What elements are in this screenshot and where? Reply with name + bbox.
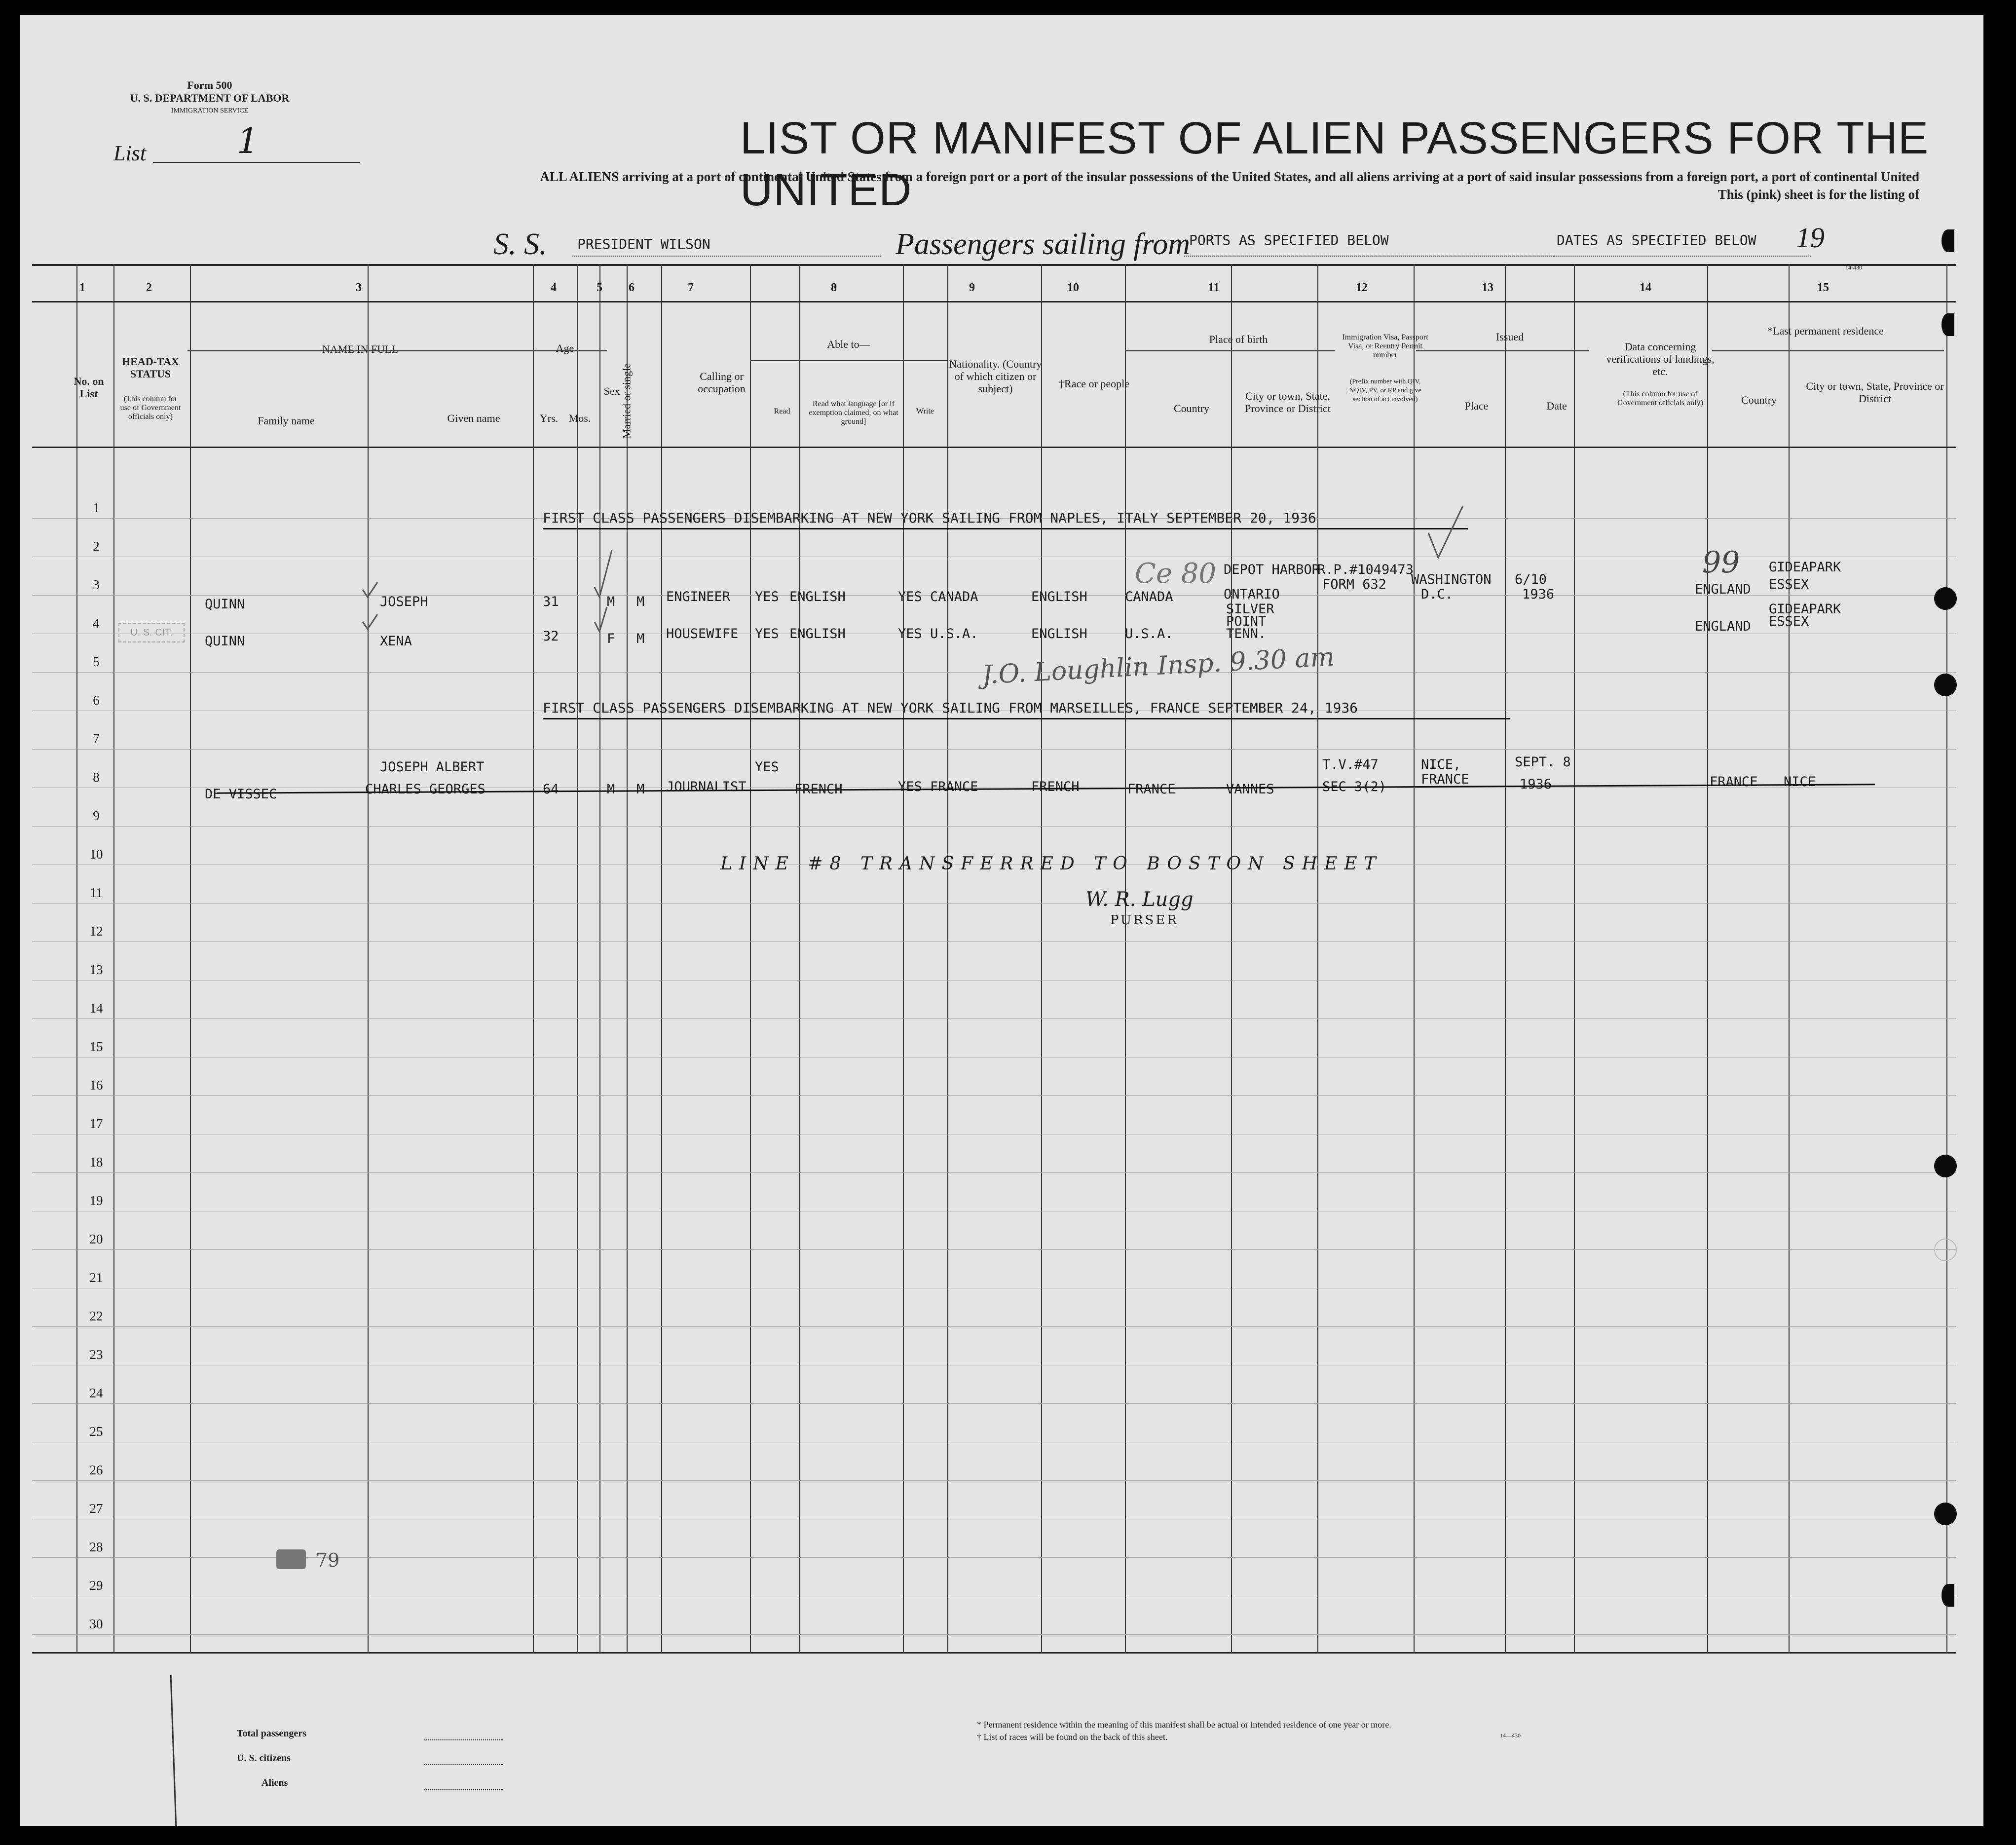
row-number: 6 bbox=[93, 693, 100, 708]
footer-citizens-label: U. S. citizens bbox=[237, 1753, 291, 1764]
footer-margin-mark bbox=[170, 1675, 177, 1826]
head-tax-stamp: U. S. CIT. bbox=[118, 623, 185, 642]
row-number: 24 bbox=[89, 1386, 103, 1400]
row-number: 18 bbox=[89, 1155, 103, 1169]
language: ENGLISH bbox=[789, 626, 846, 641]
dates-line bbox=[1554, 256, 1811, 257]
row-number: 12 bbox=[89, 924, 103, 939]
row-number: 26 bbox=[89, 1463, 103, 1477]
sailing-label: Passengers sailing from bbox=[896, 227, 1191, 261]
hdr-issued-place: Place bbox=[1464, 400, 1489, 412]
occupation: HOUSEWIFE bbox=[666, 626, 739, 641]
res-city: NICE bbox=[1784, 774, 1816, 790]
hdr-mos: Mos. bbox=[568, 412, 591, 424]
family-name: QUINN bbox=[205, 597, 245, 612]
row-rule bbox=[32, 1018, 1956, 1019]
sailing-line bbox=[1184, 256, 1554, 257]
colnum-15: 15 bbox=[1817, 281, 1829, 294]
row-number: 23 bbox=[89, 1347, 103, 1362]
grid-bottom-rule bbox=[32, 1652, 1956, 1654]
row-number: 20 bbox=[89, 1232, 103, 1246]
row-rule bbox=[32, 1095, 1956, 1096]
manifest-subtitle bbox=[385, 168, 1919, 203]
issued-place-2: D.C. bbox=[1421, 587, 1454, 602]
res-country: ENGLAND bbox=[1695, 582, 1751, 597]
banner-marseilles: FIRST CLASS PASSENGERS DISEMBARKING AT NEW YORK SAILING FROM MARSEILLES, FRANCE SEPTEMBER 24, 1936 bbox=[543, 700, 1358, 716]
age: 31 bbox=[543, 594, 559, 609]
row-number: 17 bbox=[89, 1116, 103, 1131]
row-number: 16 bbox=[89, 1078, 103, 1092]
hdr-read: Read bbox=[774, 407, 790, 415]
residence-subrule bbox=[1712, 350, 1944, 351]
mark-99: 99 bbox=[1702, 545, 1740, 580]
res-city-2: ESSEX bbox=[1769, 614, 1809, 629]
issued-date-1: SEPT. 8 bbox=[1515, 754, 1571, 770]
res-country: ENGLAND bbox=[1695, 619, 1751, 634]
form-header bbox=[104, 79, 316, 117]
list-label: List bbox=[113, 141, 147, 165]
race: FRENCH bbox=[1031, 779, 1080, 794]
write: YES bbox=[898, 779, 922, 794]
nationality: FRANCE bbox=[930, 779, 978, 794]
binder-hole bbox=[1941, 1584, 1954, 1607]
hdr-age: Age bbox=[556, 342, 574, 354]
colnum-6: 6 bbox=[629, 281, 635, 294]
row-number: 2 bbox=[93, 539, 100, 554]
issued-place-1: NICE, bbox=[1421, 757, 1461, 772]
hdr-visa: Immigration Visa, Passport Visa, or Reentry Permit number bbox=[1342, 333, 1428, 359]
hdr-nationality: Nationality. (Country of which citizen or subject) bbox=[949, 358, 1042, 395]
given-name-2: CHARLES GEORGES bbox=[365, 782, 485, 797]
mark-ce80: Ce 80 bbox=[1135, 558, 1217, 590]
hdr-issued-date: Date bbox=[1546, 400, 1567, 412]
list-line bbox=[153, 162, 360, 163]
read: YES bbox=[755, 759, 779, 775]
colnum-14: 14 bbox=[1640, 281, 1651, 294]
grid-top-rule bbox=[32, 264, 1956, 266]
nationality: U.S.A. bbox=[930, 626, 978, 641]
read: YES bbox=[755, 589, 779, 604]
age: 64 bbox=[543, 782, 559, 797]
birth-country: U.S.A. bbox=[1125, 626, 1173, 641]
colnum-10: 10 bbox=[1067, 281, 1079, 294]
column-divider bbox=[750, 264, 751, 1653]
hdr-able-to: Able to— bbox=[827, 338, 870, 350]
colnum-1: 1 bbox=[79, 281, 85, 294]
row-number: 29 bbox=[89, 1578, 103, 1593]
subtitle-line-2: This (pink) sheet is for the listing of bbox=[1717, 187, 1919, 202]
banner-naples-underline bbox=[543, 528, 1468, 529]
column-divider bbox=[661, 264, 662, 1653]
row-rule bbox=[32, 1249, 1956, 1250]
able-subrule bbox=[750, 360, 947, 361]
race: ENGLISH bbox=[1031, 626, 1087, 641]
row-rule bbox=[32, 1634, 1956, 1635]
binder-hole-faint bbox=[1934, 1239, 1957, 1261]
check-marks-given bbox=[360, 580, 380, 639]
hdr-verifications: Data concerning verifications of landings, etc. bbox=[1606, 340, 1715, 377]
res-city-1: GIDEAPARK bbox=[1769, 560, 1841, 575]
birth-country: CANADA bbox=[1125, 589, 1173, 604]
stamp-79: 79 bbox=[316, 1549, 340, 1571]
column-divider bbox=[190, 264, 191, 1653]
hdr-res-country: Country bbox=[1741, 394, 1777, 406]
column-divider bbox=[599, 264, 600, 1653]
occupation: ENGINEER bbox=[666, 589, 731, 604]
ss-label: S. S. bbox=[493, 227, 547, 261]
footer-aliens-line bbox=[424, 1789, 503, 1790]
hdr-no-on-list: No. on List bbox=[74, 375, 104, 400]
hdr-head-tax-note: (This column for use of Government officials only) bbox=[120, 395, 181, 421]
colnum-12: 12 bbox=[1356, 281, 1368, 294]
row-number: 28 bbox=[89, 1540, 103, 1554]
row-number: 10 bbox=[89, 847, 103, 862]
column-divider bbox=[1125, 264, 1126, 1653]
row-rule bbox=[32, 1172, 1956, 1173]
colnum-13: 13 bbox=[1482, 281, 1493, 294]
purser-title: PURSER bbox=[1110, 913, 1179, 928]
birth-city-2: POINT bbox=[1226, 614, 1267, 629]
footer-code: 14—430 bbox=[1500, 1732, 1521, 1739]
visa-form: FORM 632 bbox=[1322, 577, 1387, 592]
visa-section: SEC 3(2) bbox=[1322, 779, 1387, 794]
married: M bbox=[636, 631, 645, 646]
column-divider bbox=[113, 264, 114, 1653]
column-number-rule bbox=[32, 301, 1956, 302]
row-number: 27 bbox=[89, 1501, 103, 1516]
colnum-9: 9 bbox=[969, 281, 975, 294]
res-city-1: GIDEAPARK bbox=[1769, 602, 1841, 617]
birth-city: VANNES bbox=[1226, 782, 1274, 797]
binder-hole bbox=[1934, 1503, 1957, 1525]
column-divider bbox=[577, 264, 578, 1653]
hdr-issued: Issued bbox=[1495, 331, 1524, 343]
row-number: 19 bbox=[89, 1193, 103, 1208]
column-divider bbox=[1505, 264, 1506, 1653]
colnum-4: 4 bbox=[551, 281, 557, 294]
column-divider bbox=[947, 264, 948, 1653]
row-rule bbox=[32, 595, 1956, 596]
row-number: 3 bbox=[93, 577, 100, 592]
sex: M bbox=[607, 782, 615, 797]
issued-place-1: WASHINGTON bbox=[1411, 572, 1492, 587]
colnum-11: 11 bbox=[1208, 281, 1220, 294]
column-divider bbox=[1707, 264, 1708, 1653]
binder-hole bbox=[1934, 587, 1957, 610]
hdr-visa-note: (Prefix number with QIV, NQIV, PV, or RP and give section of act involved) bbox=[1349, 378, 1421, 403]
birth-subrule bbox=[1125, 350, 1335, 351]
column-divider bbox=[1041, 264, 1042, 1653]
corner-code: 14-430 bbox=[1845, 264, 1862, 271]
column-divider bbox=[1946, 264, 1947, 1653]
banner-naples: FIRST CLASS PASSENGERS DISEMBARKING AT NEW YORK SAILING FROM NAPLES, ITALY SEPTEMBER 20, 1936 bbox=[543, 510, 1316, 526]
row-rule bbox=[32, 941, 1956, 942]
binder-hole bbox=[1941, 229, 1954, 252]
header-bottom-rule bbox=[32, 447, 1956, 448]
department: U. S. DEPARTMENT OF LABOR bbox=[130, 92, 290, 104]
column-divider bbox=[1231, 264, 1232, 1653]
service: IMMIGRATION SERVICE bbox=[171, 107, 249, 114]
row-rule bbox=[32, 903, 1956, 904]
hdr-place-of-birth: Place of birth bbox=[1209, 333, 1268, 345]
hdr-birth-country: Country bbox=[1173, 402, 1210, 414]
subtitle-line-1: ALL ALIENS arriving at a port of continental United States from a foreign port or a port of the insular possessions of the United States, and all aliens arriving at a port of said insular possessions from a foreign port, a port of continental United bbox=[540, 169, 1919, 184]
hdr-family-name: Family name bbox=[258, 414, 315, 427]
row-rule bbox=[32, 826, 1956, 827]
row-number: 11 bbox=[90, 885, 103, 900]
row-number: 14 bbox=[89, 1001, 103, 1016]
married: M bbox=[636, 782, 645, 797]
manifest-title: LIST OR MANIFEST OF ALIEN PASSENGERS FOR THE UNITED bbox=[740, 113, 1929, 215]
hdr-race: †Race or people bbox=[1059, 377, 1129, 390]
colnum-5: 5 bbox=[597, 281, 602, 294]
purser-signature: W. R. Lugg bbox=[1085, 888, 1194, 911]
row-rule bbox=[32, 1480, 1956, 1481]
footer-note-residence: * Permanent residence within the meaning of this manifest shall be actual or intended residence of one year or more. bbox=[977, 1720, 1391, 1730]
row-number: 5 bbox=[93, 654, 100, 669]
column-divider bbox=[1574, 264, 1575, 1653]
hdr-yrs: Yrs. bbox=[539, 412, 559, 424]
given-name: JOSEPH bbox=[380, 594, 428, 609]
manifest-sheet bbox=[20, 15, 1983, 1826]
ship-line bbox=[572, 256, 881, 257]
hdr-res-city: City or town, State, Province or District bbox=[1806, 380, 1944, 405]
res-city-2: ESSEX bbox=[1769, 577, 1809, 592]
row-number: 15 bbox=[89, 1039, 103, 1054]
footer-note-races: † List of races will be found on the back of this sheet. bbox=[977, 1732, 1168, 1742]
language: ENGLISH bbox=[789, 589, 846, 604]
footer-total-label: Total passengers bbox=[237, 1728, 306, 1739]
list-value: 1 bbox=[237, 121, 259, 161]
visa-number: R.P.#1049473 bbox=[1317, 562, 1414, 577]
issued-date-2: 1936 bbox=[1522, 587, 1555, 602]
issued-date-1: 6/10 bbox=[1515, 572, 1547, 587]
row-number: 13 bbox=[89, 962, 103, 977]
birth-city-3: TENN. bbox=[1226, 626, 1267, 641]
column-divider bbox=[627, 264, 628, 1653]
hdr-verifications-note: (This column for use of Government officials only) bbox=[1617, 390, 1703, 407]
column-divider bbox=[1317, 264, 1318, 1653]
write: YES bbox=[898, 626, 922, 641]
banner-marseilles-underline bbox=[543, 718, 1510, 719]
occupation: JOURNALIST bbox=[666, 779, 747, 794]
birth-city-1: DEPOT HARBOR bbox=[1224, 562, 1320, 577]
family-name: QUINN bbox=[205, 634, 245, 649]
language: FRENCH bbox=[794, 782, 843, 797]
row-number: 22 bbox=[89, 1309, 103, 1323]
read: YES bbox=[755, 626, 779, 641]
hdr-write: Write bbox=[916, 407, 934, 415]
given-name-1: JOSEPH ALBERT bbox=[380, 759, 485, 775]
column-divider bbox=[903, 264, 904, 1653]
row-number: 9 bbox=[93, 808, 100, 823]
row-number: 30 bbox=[89, 1617, 103, 1631]
hdr-head-tax: HEAD-TAX STATUS bbox=[122, 355, 179, 380]
res-country: FRANCE bbox=[1710, 774, 1758, 790]
hdr-birth-city: City or town, State, Province or District bbox=[1245, 390, 1331, 414]
sailing-dates: DATES AS SPECIFIED BELOW bbox=[1557, 232, 1756, 248]
row-rule bbox=[32, 749, 1956, 750]
hdr-given-name: Given name bbox=[447, 412, 500, 424]
column-divider bbox=[368, 264, 369, 1653]
footer-total-line bbox=[424, 1739, 503, 1740]
colnum-3: 3 bbox=[356, 281, 362, 294]
hdr-sex: Sex bbox=[603, 385, 620, 397]
stamp-smudge bbox=[276, 1549, 306, 1569]
row-number: 8 bbox=[93, 770, 100, 785]
row-number: 7 bbox=[93, 731, 100, 746]
given-name: XENA bbox=[380, 634, 412, 649]
row-number: 4 bbox=[93, 616, 100, 631]
hdr-married: Married or single bbox=[620, 363, 633, 439]
row-number: 25 bbox=[89, 1424, 103, 1439]
sailing-from: PORTS AS SPECIFIED BELOW bbox=[1189, 232, 1389, 248]
age: 32 bbox=[543, 629, 559, 644]
column-divider bbox=[1414, 264, 1415, 1653]
row-rule bbox=[32, 1326, 1956, 1327]
check-mark-visa bbox=[1426, 503, 1465, 567]
colnum-8: 8 bbox=[831, 281, 837, 294]
write: YES bbox=[898, 589, 922, 604]
issued-date-2: 1936 bbox=[1520, 777, 1552, 792]
birth-country: FRANCE bbox=[1127, 782, 1176, 797]
column-divider bbox=[76, 264, 77, 1653]
colnum-7: 7 bbox=[688, 281, 694, 294]
ship-name: PRESIDENT WILSON bbox=[577, 236, 710, 252]
footer-citizens-line bbox=[424, 1764, 503, 1765]
footer-aliens-label: Aliens bbox=[261, 1777, 288, 1788]
check-marks-age bbox=[592, 548, 617, 637]
row-rule bbox=[32, 1403, 1956, 1404]
visa-number: T.V.#47 bbox=[1322, 757, 1379, 772]
binder-hole bbox=[1934, 1155, 1957, 1177]
birth-city-2: ONTARIO bbox=[1224, 587, 1280, 602]
family-name: DE VISSEC bbox=[205, 787, 277, 802]
column-divider bbox=[799, 264, 800, 1653]
column-divider bbox=[533, 264, 534, 1653]
year-prefix: 19 bbox=[1796, 222, 1825, 254]
transfer-note: LINE #8 TRANSFERRED TO BOSTON SHEET bbox=[720, 854, 1383, 874]
hdr-calling: Calling or occupation bbox=[698, 370, 746, 395]
hdr-last-residence: *Last permanent residence bbox=[1767, 325, 1884, 337]
column-divider bbox=[1789, 264, 1790, 1653]
sex: M bbox=[607, 594, 615, 609]
nationality: CANADA bbox=[930, 589, 978, 604]
hdr-read-language: Read what language [or if exemption claimed, on what ground] bbox=[809, 400, 898, 426]
birth-city-1: SILVER bbox=[1226, 602, 1274, 617]
binder-hole bbox=[1941, 313, 1954, 336]
binder-hole bbox=[1934, 674, 1957, 696]
row-number: 1 bbox=[93, 500, 100, 515]
sex: F bbox=[607, 631, 615, 646]
married: M bbox=[636, 594, 645, 609]
inspector-signature: J.O. Loughlin Insp. 9.30 am bbox=[981, 642, 1336, 690]
issued-subrule bbox=[1416, 350, 1589, 351]
issued-place-2: FRANCE bbox=[1421, 772, 1469, 787]
form-number: Form 500 bbox=[187, 79, 232, 91]
row-number: 21 bbox=[89, 1270, 103, 1285]
hdr-name-in-full: NAME IN FULL bbox=[322, 343, 398, 355]
race: ENGLISH bbox=[1031, 589, 1087, 604]
colnum-2: 2 bbox=[146, 281, 152, 294]
